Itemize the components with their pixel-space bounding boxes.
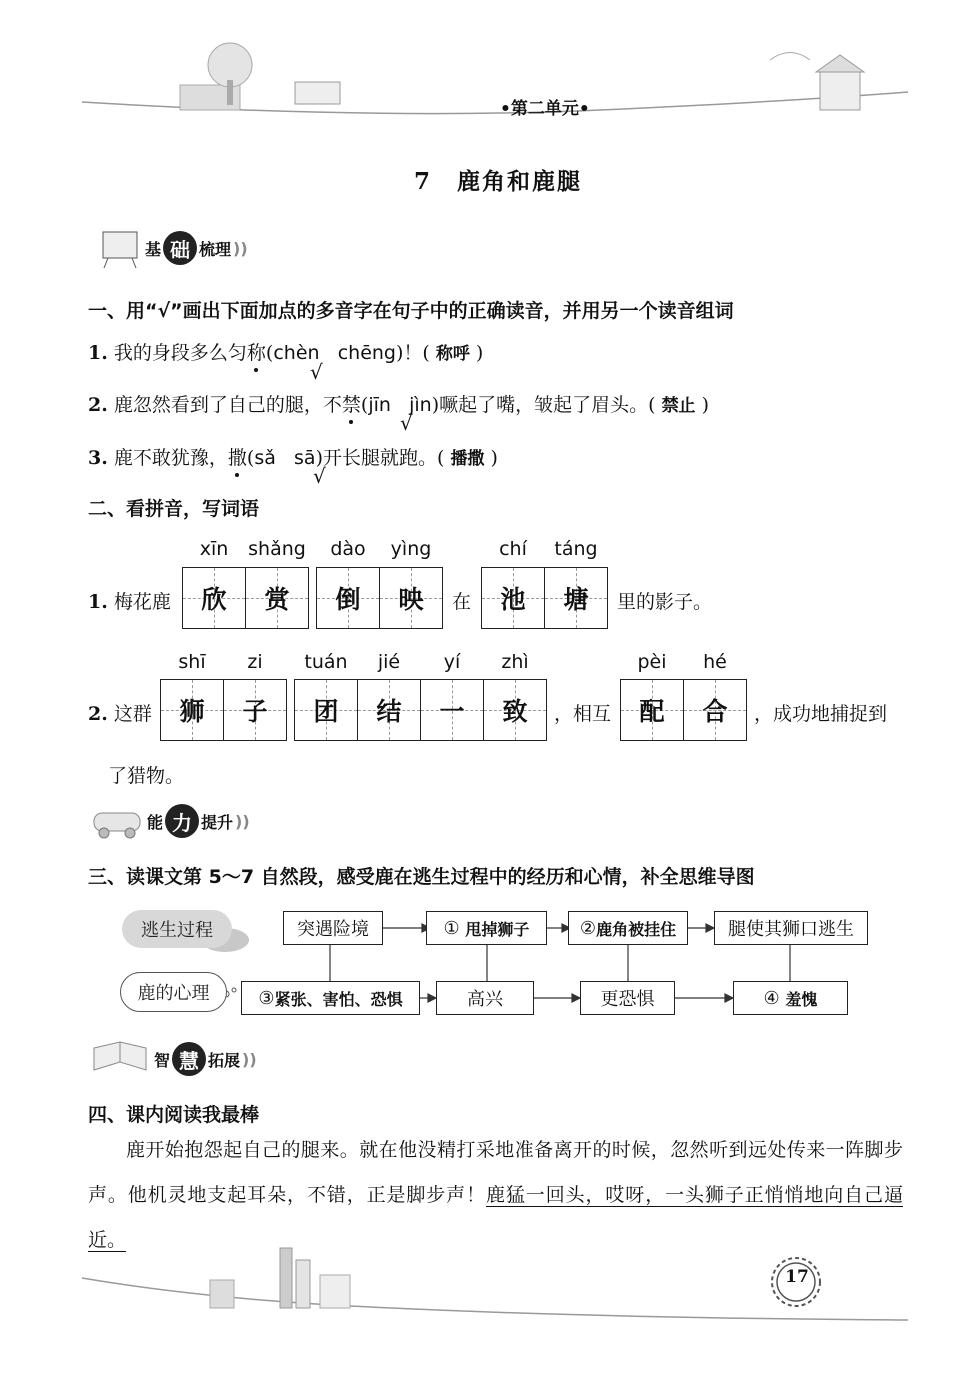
- reading-passage: 鹿开始抱怨起自己的腿来。就在他没精打采地准备离开的时候，忽然听到远处传来一阵脚步声。他机灵地支起耳朵，不错，正是脚步声！鹿猛一回头，哎呀，一头狮子正悄悄地向自己逼近。: [88, 1139, 903, 1251]
- answer-handwriting: 禁止: [661, 396, 696, 416]
- book-icon: [90, 1040, 152, 1078]
- pinyin-label: yí: [443, 651, 461, 673]
- q3-title: 三、读课文第 5～7 自然段，感受鹿在逃生过程中的经历和心情，补全思维导图: [88, 866, 755, 888]
- underlined-sentence: 鹿猛一回头，哎呀，一头狮子正悄悄地向自己逼近。: [88, 1184, 903, 1251]
- char-grid: 狮 子: [160, 679, 287, 741]
- char-grid: 池 塘: [481, 567, 608, 629]
- mindmap-top-3: ② 鹿角被挂住: [568, 911, 688, 945]
- q1-item-3: 3. 鹿不敢犹豫，撒(sǎ sā)开长腿就跑。( 播撒 ): [88, 447, 498, 469]
- section-badge-ability: 能 力 提升 )): [90, 803, 250, 839]
- pinyin-label: pèi: [637, 651, 667, 673]
- pinyin-label: xīn: [199, 538, 229, 560]
- char-grid: 配 合: [620, 679, 747, 741]
- mindmap-bottom-2: 高兴: [436, 981, 534, 1015]
- pinyin-label: chí: [499, 538, 527, 560]
- q2-title: 二、看拼音，写词语: [88, 498, 260, 520]
- q2-line2-mid: ，相互: [554, 703, 612, 725]
- pinyin-label: yìng: [390, 538, 432, 560]
- q2-line1-end: 里的影子。: [617, 591, 713, 613]
- answer-handwriting: 称呼: [435, 344, 470, 364]
- mindmap-bottom-1: ③ 紧张、害怕、恐惧: [241, 981, 420, 1015]
- lesson-title: 7 鹿角和鹿腿: [414, 168, 583, 195]
- section-badge-basic: 基 础 梳理 )): [98, 228, 248, 268]
- mindmap-bottom-4: ④ 羞愧: [733, 981, 848, 1015]
- mindmap-top-2: ① 甩掉狮子: [426, 911, 547, 945]
- pinyin-label: hé: [703, 651, 727, 673]
- cloud-escape-process: 逃生过程: [122, 910, 232, 948]
- pinyin-label: dào: [330, 538, 366, 560]
- q1-item-1: 1. 我的身段多么匀称(chèn chēng)！( 称呼 ): [88, 342, 484, 364]
- q2-line2-cont: 了猎物。: [108, 765, 185, 787]
- tick-mark: √: [400, 411, 413, 435]
- pinyin-label: zi: [247, 651, 263, 673]
- pinyin-label: zhì: [501, 651, 529, 673]
- unit-label: •第二单元•: [500, 99, 590, 119]
- pinyin-label: táng: [554, 538, 598, 560]
- q2-line1-mid: 在: [452, 591, 472, 613]
- q1-title: 一、用“√”画出下面加点的多音字在句子中的正确读音，并用另一个读音组词: [88, 300, 734, 322]
- q4-title: 四、课内阅读我最棒: [88, 1104, 260, 1126]
- section-badge-wisdom: 智 慧 拓展 )): [90, 1040, 257, 1078]
- tick-mark: √: [310, 360, 323, 384]
- mindmap-top-1: 突遇险境: [283, 911, 383, 945]
- q2-line2-start: 2. 这群: [88, 703, 152, 725]
- pinyin-label: tuán: [304, 651, 348, 673]
- char-grid: 欣 赏: [182, 567, 309, 629]
- q1-item-2: 2. 鹿忽然看到了自己的腿，不禁(jīn jìn)噘起了嘴，皱起了眉头。( 禁止 ): [88, 394, 710, 416]
- page-number: 17: [785, 1267, 809, 1287]
- char-grid: 团 结 一 致: [294, 679, 547, 741]
- char-grid: 倒 映: [316, 567, 443, 629]
- mindmap-bottom-3: 更恐惧: [580, 981, 675, 1015]
- pinyin-label: jié: [377, 651, 401, 673]
- answer-handwriting: 播撒: [450, 449, 485, 469]
- tick-mark: √: [313, 464, 326, 488]
- pinyin-label: shǎng: [248, 538, 306, 560]
- q2-line1-start: 1. 梅花鹿: [88, 591, 171, 613]
- pinyin-label: shī: [178, 651, 206, 673]
- mindmap-top-4: 腿使其狮口逃生: [714, 911, 868, 945]
- q2-line2-end: ，成功地捕捉到: [754, 703, 888, 725]
- cloud-deer-mind: 鹿的心理: [120, 972, 227, 1012]
